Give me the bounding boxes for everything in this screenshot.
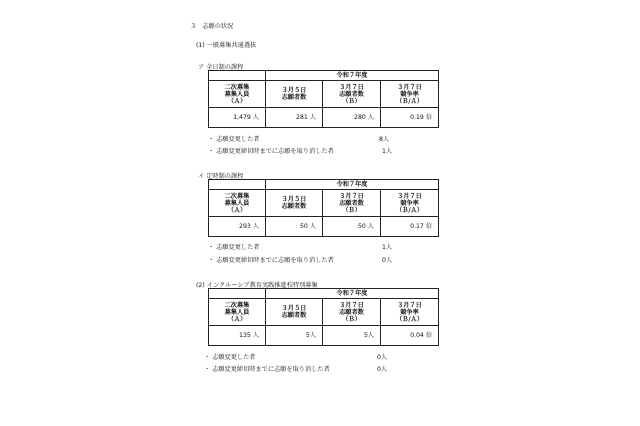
note-value: 8人 — [379, 136, 390, 143]
header-applicants-mar7: ３月７日 志願者数 （Ｂ） — [323, 81, 381, 108]
subsection-title-inclusive: (2) インクルーシブ教育実践推進校特別募集 — [196, 282, 318, 289]
header-competition-ratio: ３月７日 競争率 （Ｂ/Ａ） — [381, 299, 439, 326]
value-applicants-mar7: 5人 — [323, 326, 381, 346]
value-competition-ratio: 0.19 倍 — [381, 108, 439, 128]
note-label: ・ 志願変更締切時までに志願を取り消した者 — [204, 366, 330, 373]
note-value: 0人 — [377, 366, 388, 373]
header-competition-ratio: ３月７日 競争率 （Ｂ/Ａ） — [381, 190, 439, 217]
value-competition-ratio: 0.17 倍 — [381, 217, 439, 237]
header-applicants-mar5: ３月５日 志願者数 — [266, 299, 323, 326]
value-applicants-mar7: 50 人 — [323, 217, 381, 237]
header-applicants-mar7: ３月７日 志願者数 （Ｂ） — [323, 190, 381, 217]
value-applicants-mar7: 280 人 — [323, 108, 381, 128]
note-value: 1人 — [382, 244, 393, 251]
value-competition-ratio: 0.04 倍 — [381, 326, 439, 346]
note-label: ・ 志願変更した者 — [208, 244, 260, 251]
table-fulltime — [208, 70, 439, 128]
header-recruit-capacity: 二次募集 募集人員 （Ａ） — [209, 190, 266, 217]
table-parttime — [208, 179, 439, 237]
value-applicants-mar5: 50 人 — [266, 217, 323, 237]
header-recruit-capacity: 二次募集 募集人員 （Ａ） — [209, 81, 266, 108]
block-heading-parttime: イ 定時制の課程 — [198, 173, 244, 180]
header-group: 令和７年度 — [266, 71, 439, 81]
header-competition-ratio: ３月７日 競争率 （Ｂ/Ａ） — [381, 81, 439, 108]
subsection-title-general: (1) 一般募集共通選抜 — [196, 42, 257, 49]
note-label: ・ 志願変更締切時までに志願を取り消した者 — [208, 148, 334, 155]
value-applicants-mar5: 281 人 — [266, 108, 323, 128]
note-value: 0人 — [377, 354, 388, 361]
value-applicants-mar5: 5人 — [266, 326, 323, 346]
header-recruit-capacity: 二次募集 募集人員 （Ａ） — [209, 299, 266, 326]
table-inclusive — [208, 288, 439, 346]
header-applicants-mar7: ３月７日 志願者数 （Ｂ） — [323, 299, 381, 326]
block-heading-fulltime: ア 全日制の課程 — [198, 64, 244, 71]
header-applicants-mar5: ３月５日 志願者数 — [266, 190, 323, 217]
value-recruit-capacity: 293 人 — [209, 217, 266, 237]
value-recruit-capacity: 1,479 人 — [209, 108, 266, 128]
note-value: 1人 — [382, 148, 393, 155]
note-label: ・ 志願変更締切時までに志願を取り消した者 — [208, 257, 334, 264]
value-recruit-capacity: 135 人 — [209, 326, 266, 346]
header-group: 令和７年度 — [266, 289, 439, 299]
header-applicants-mar5: ３月５日 志願者数 — [266, 81, 323, 108]
note-label: ・ 志願変更した者 — [204, 354, 256, 361]
note-value: 0人 — [382, 257, 393, 264]
header-group: 令和７年度 — [266, 180, 439, 190]
note-label: ・ 志願変更した者 — [208, 136, 260, 143]
section-title: ３ 志願の状況 — [190, 23, 234, 30]
